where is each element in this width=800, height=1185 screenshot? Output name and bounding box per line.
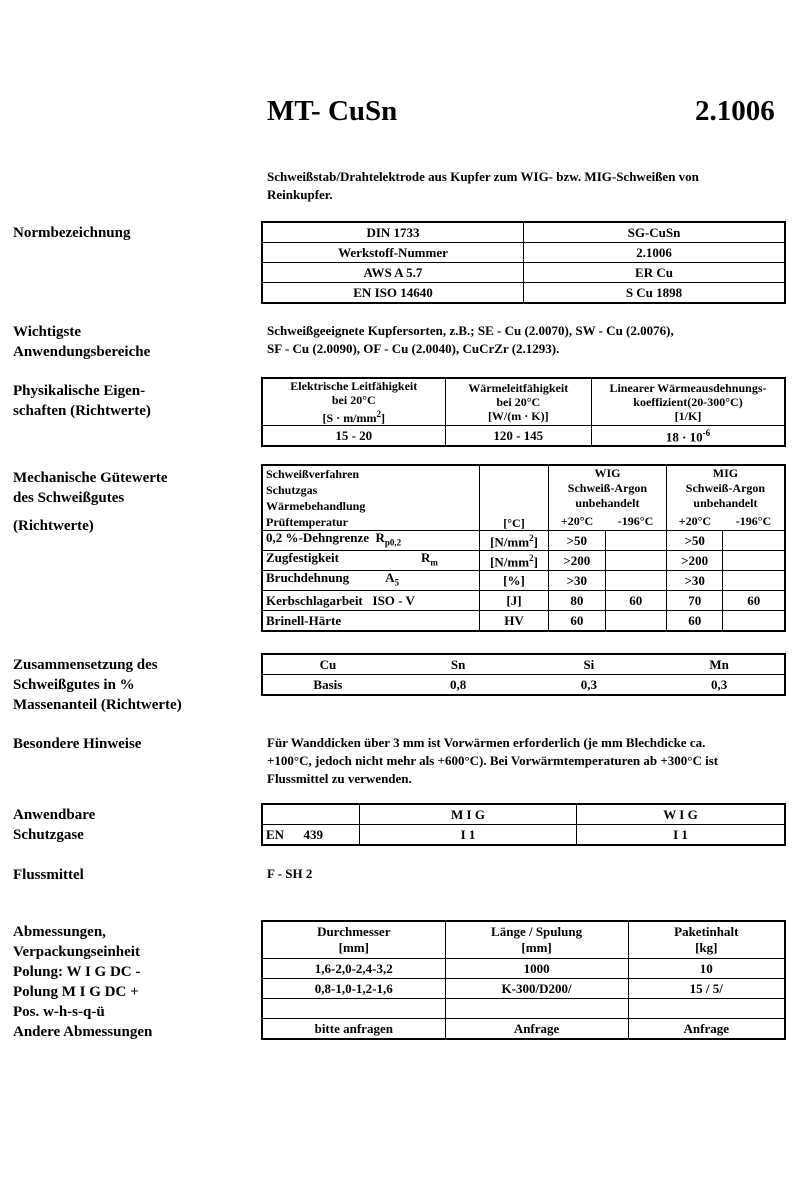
physik-head-2 xyxy=(445,378,591,426)
unit-text: [%] xyxy=(503,572,525,588)
abmess-cell: bitte anfragen xyxy=(262,1019,445,1040)
physik-head-3 xyxy=(591,378,785,426)
norm-cell: 2.1006 xyxy=(524,243,786,263)
prop-name: Kerbschlagarbeit xyxy=(266,592,363,608)
hinweise-label: Besondere Hinweise xyxy=(13,736,142,752)
label-line: Andere Abmessungen xyxy=(13,1024,153,1040)
page-title: MT- CuSn xyxy=(267,95,398,127)
label-line: Verpackungseinheit xyxy=(13,944,140,960)
norm-cell: SG-CuSn xyxy=(524,222,786,243)
anwendung-label xyxy=(13,322,150,362)
head-line: bei 20°C xyxy=(331,393,376,407)
head-line: Durchmesser xyxy=(317,924,391,939)
physik-value xyxy=(591,426,785,447)
gas-head: W I G xyxy=(577,804,786,825)
label-line: des Schweißgutes xyxy=(13,490,125,506)
unit-text: [S · m/mm xyxy=(322,411,377,425)
prop-sub: 5 xyxy=(394,577,399,588)
norm-table xyxy=(261,221,786,304)
norm-cell: AWS A 5.7 xyxy=(262,263,524,283)
unit-end: ] xyxy=(381,411,386,425)
head-line: Prüftemperatur xyxy=(266,515,348,529)
description-line: Schweißstab/Drahtelektrode aus Kupfer zum WIG- bzw. MIG-Schweißen von xyxy=(267,169,699,184)
prop-symbol: R xyxy=(420,550,431,566)
abmess-cell: 0,8-1,0-1,2-1,6 xyxy=(262,979,445,999)
head-line: Paketinhalt xyxy=(674,924,739,939)
mech-val: 60 xyxy=(666,611,723,632)
mech-val xyxy=(605,551,666,571)
abmess-cell xyxy=(628,999,785,1019)
label-line: Mechanische Gütewerte xyxy=(13,470,168,486)
norm-cell: ER Cu xyxy=(524,263,786,283)
label-line: Abmessungen, xyxy=(13,924,106,940)
mech-table xyxy=(261,464,786,632)
mech-val xyxy=(723,611,785,632)
mech-mig-head xyxy=(666,465,785,511)
label-line: Polung M I G DC + xyxy=(13,984,139,1000)
mech-val: 60 xyxy=(549,611,606,632)
mech-row-name xyxy=(262,551,480,571)
mech-val: >50 xyxy=(549,531,606,551)
head-line: koeffizient(20-300°C) xyxy=(633,395,743,409)
abmess-cell: 15 / 5/ xyxy=(628,979,785,999)
head-line xyxy=(266,407,442,425)
norm-cell: S Cu 1898 xyxy=(524,283,786,304)
head-line: [kg] xyxy=(695,940,718,955)
abmess-head xyxy=(262,921,445,959)
mech-label xyxy=(13,468,168,536)
norm-cell: Werkstoff-Nummer xyxy=(262,243,524,263)
head-line: Linearer Wärmeausdehnungs- xyxy=(609,381,767,395)
label-line: Polung: W I G DC - xyxy=(13,964,141,980)
unit-sup: 2 xyxy=(529,553,534,564)
label-line: Massenanteil (Richtwerte) xyxy=(13,697,182,713)
mech-val: 60 xyxy=(723,591,785,611)
hinweise-text xyxy=(267,734,718,788)
abmess-label xyxy=(13,922,152,1042)
head-line: Wärmebehandlung xyxy=(266,499,366,513)
schutzgas-table xyxy=(261,803,786,846)
norm-cell: DIN 1733 xyxy=(262,222,524,243)
mech-row-unit: [J] xyxy=(480,591,549,611)
head-line: [mm] xyxy=(338,940,369,955)
element-head: Mn xyxy=(654,654,785,675)
value-exp: -6 xyxy=(702,428,711,439)
gas-value: I 1 xyxy=(360,825,577,846)
element-head: Si xyxy=(524,654,655,675)
norm-cell: EN ISO 14640 xyxy=(262,283,524,304)
element-head: Sn xyxy=(393,654,524,675)
prop-name: Zugfestigkeit xyxy=(266,550,339,566)
mech-row-unit: HV xyxy=(480,611,549,632)
mech-val: >200 xyxy=(666,551,723,571)
mech-row-unit xyxy=(480,531,549,551)
description xyxy=(267,168,699,204)
value-base: 18 · 10 xyxy=(665,429,703,445)
element-value: 0,3 xyxy=(524,675,655,696)
head-line: WIG xyxy=(594,466,621,480)
fluss-value: F - SH 2 xyxy=(267,866,313,881)
head-line: Schutzgas xyxy=(266,483,318,497)
prop-name: 0,2 %-Dehngrenze xyxy=(266,530,370,546)
mech-row-name: Brinell-Härte xyxy=(262,611,480,632)
head-line: Schweißverfahren xyxy=(266,467,360,481)
element-value: Basis xyxy=(262,675,393,696)
description-line: Reinkupfer. xyxy=(267,187,333,202)
temp-cell: +20°C xyxy=(549,511,606,531)
anwendung-text xyxy=(267,322,674,358)
label-line: Physikalische Eigen- xyxy=(13,383,146,399)
mech-row-name xyxy=(262,591,480,611)
unit-sup: 2 xyxy=(529,533,534,544)
physik-value: 15 - 20 xyxy=(262,426,445,447)
label-line: schaften (Richtwerte) xyxy=(13,403,151,419)
abmess-cell: Anfrage xyxy=(628,1019,785,1040)
mech-val xyxy=(605,531,666,551)
mech-val xyxy=(723,531,785,551)
mech-row-unit xyxy=(480,551,549,571)
norm-label: Normbezeichnung xyxy=(13,225,131,241)
abmess-cell: 1,6-2,0-2,4-3,2 xyxy=(262,959,445,979)
abmess-cell: 10 xyxy=(628,959,785,979)
mech-wig-head xyxy=(549,465,667,511)
unit-text: [N/mm xyxy=(490,554,530,570)
prop-name: Bruchdehnung xyxy=(266,570,350,586)
element-value: 0,3 xyxy=(654,675,785,696)
prop-sub: p0,2 xyxy=(384,537,402,548)
abmess-head xyxy=(445,921,628,959)
text-line: Schweißgeeignete Kupfersorten, z.B.; SE - Cu (2.0070), SW - Cu (2.0076), xyxy=(267,323,674,338)
abmess-cell xyxy=(445,999,628,1019)
temp-cell: -196°C xyxy=(723,511,785,531)
gas-head: M I G xyxy=(360,804,577,825)
label-line: Schutzgase xyxy=(13,827,84,843)
element-head: Cu xyxy=(262,654,393,675)
unit-text: [N/mm xyxy=(490,534,530,550)
gas-norm: EN 439 xyxy=(262,825,360,846)
label-line: Schweißgutes in % xyxy=(13,677,135,693)
mech-row-unit xyxy=(480,571,549,591)
gas-head xyxy=(262,804,360,825)
prop-sub: m xyxy=(430,557,438,568)
abmess-table xyxy=(261,920,786,1040)
mech-row-name xyxy=(262,531,480,551)
physik-value: 120 - 145 xyxy=(445,426,591,447)
text-line: +100°C, jedoch nicht mehr als +600°C). Bei Vorwärmtemperaturen ab +300°C ist xyxy=(267,753,719,768)
physik-label xyxy=(13,381,151,421)
unit-end: ] xyxy=(533,554,538,570)
head-line: Länge / Spulung xyxy=(491,924,583,939)
text-line: SF - Cu (2.0090), OF - Cu (2.0040), CuCrZr (2.1293). xyxy=(267,341,560,356)
mech-val: >30 xyxy=(666,571,723,591)
head-line: Wärmeleitfähigkeit xyxy=(468,381,569,395)
label-line: Zusammensetzung des xyxy=(13,657,158,673)
head-line: [W/(m · K)] xyxy=(487,409,549,423)
text-line: Flussmittel zu verwenden. xyxy=(267,771,412,786)
prop-symbol: ISO - V xyxy=(372,592,415,608)
fluss-label: Flussmittel xyxy=(13,867,84,883)
label-line: (Richtwerte) xyxy=(13,518,94,534)
label-line: Anwendbare xyxy=(13,807,96,823)
mech-val xyxy=(723,551,785,571)
head-line: [1/K] xyxy=(674,409,702,423)
head-line: unbehandelt xyxy=(693,496,758,510)
head-line: [mm] xyxy=(521,940,552,955)
label-line: Anwendungsbereiche xyxy=(13,344,151,360)
prop-symbol: R xyxy=(375,530,385,546)
temp-cell: +20°C xyxy=(666,511,723,531)
mech-val: 80 xyxy=(549,591,606,611)
temp-cell: -196°C xyxy=(605,511,666,531)
head-line: MIG xyxy=(712,466,739,480)
head-line: Elektrische Leitfähigkeit xyxy=(290,379,418,393)
zusammen-label xyxy=(13,655,182,715)
gas-value: I 1 xyxy=(577,825,786,846)
mech-head-left xyxy=(262,465,480,531)
unit-sup: 2 xyxy=(376,409,382,419)
text-line: Für Wanddicken über 3 mm ist Vorwärmen erforderlich (je mm Blechdicke ca. xyxy=(267,735,706,750)
mech-val: >30 xyxy=(549,571,606,591)
mech-val xyxy=(605,611,666,632)
head-line: bei 20°C xyxy=(496,395,541,409)
head-line: unbehandelt xyxy=(575,496,640,510)
head-line: Schweiß-Argon xyxy=(567,481,648,495)
mech-row-name xyxy=(262,571,480,591)
abmess-cell: K-300/D200/ xyxy=(445,979,628,999)
label-line: Wichtigste xyxy=(13,324,82,340)
abmess-cell: Anfrage xyxy=(445,1019,628,1040)
schutzgas-label xyxy=(13,805,95,845)
mech-val xyxy=(605,571,666,591)
physik-table xyxy=(261,377,786,447)
abmess-head xyxy=(628,921,785,959)
mech-val: 70 xyxy=(666,591,723,611)
mech-unit-head: [°C] xyxy=(480,465,549,531)
mech-val xyxy=(723,571,785,591)
zusammen-table xyxy=(261,653,786,696)
mech-val: >200 xyxy=(549,551,606,571)
abmess-cell xyxy=(262,999,445,1019)
head-line: Schweiß-Argon xyxy=(685,481,766,495)
abmess-cell: 1000 xyxy=(445,959,628,979)
element-value: 0,8 xyxy=(393,675,524,696)
physik-head-1 xyxy=(262,378,445,426)
label-line: Pos. w-h-s-q-ü xyxy=(13,1004,105,1020)
mech-val: >50 xyxy=(666,531,723,551)
unit-end: ] xyxy=(533,534,538,550)
material-number: 2.1006 xyxy=(695,95,775,127)
mech-val: 60 xyxy=(605,591,666,611)
prop-symbol: A xyxy=(385,570,395,586)
